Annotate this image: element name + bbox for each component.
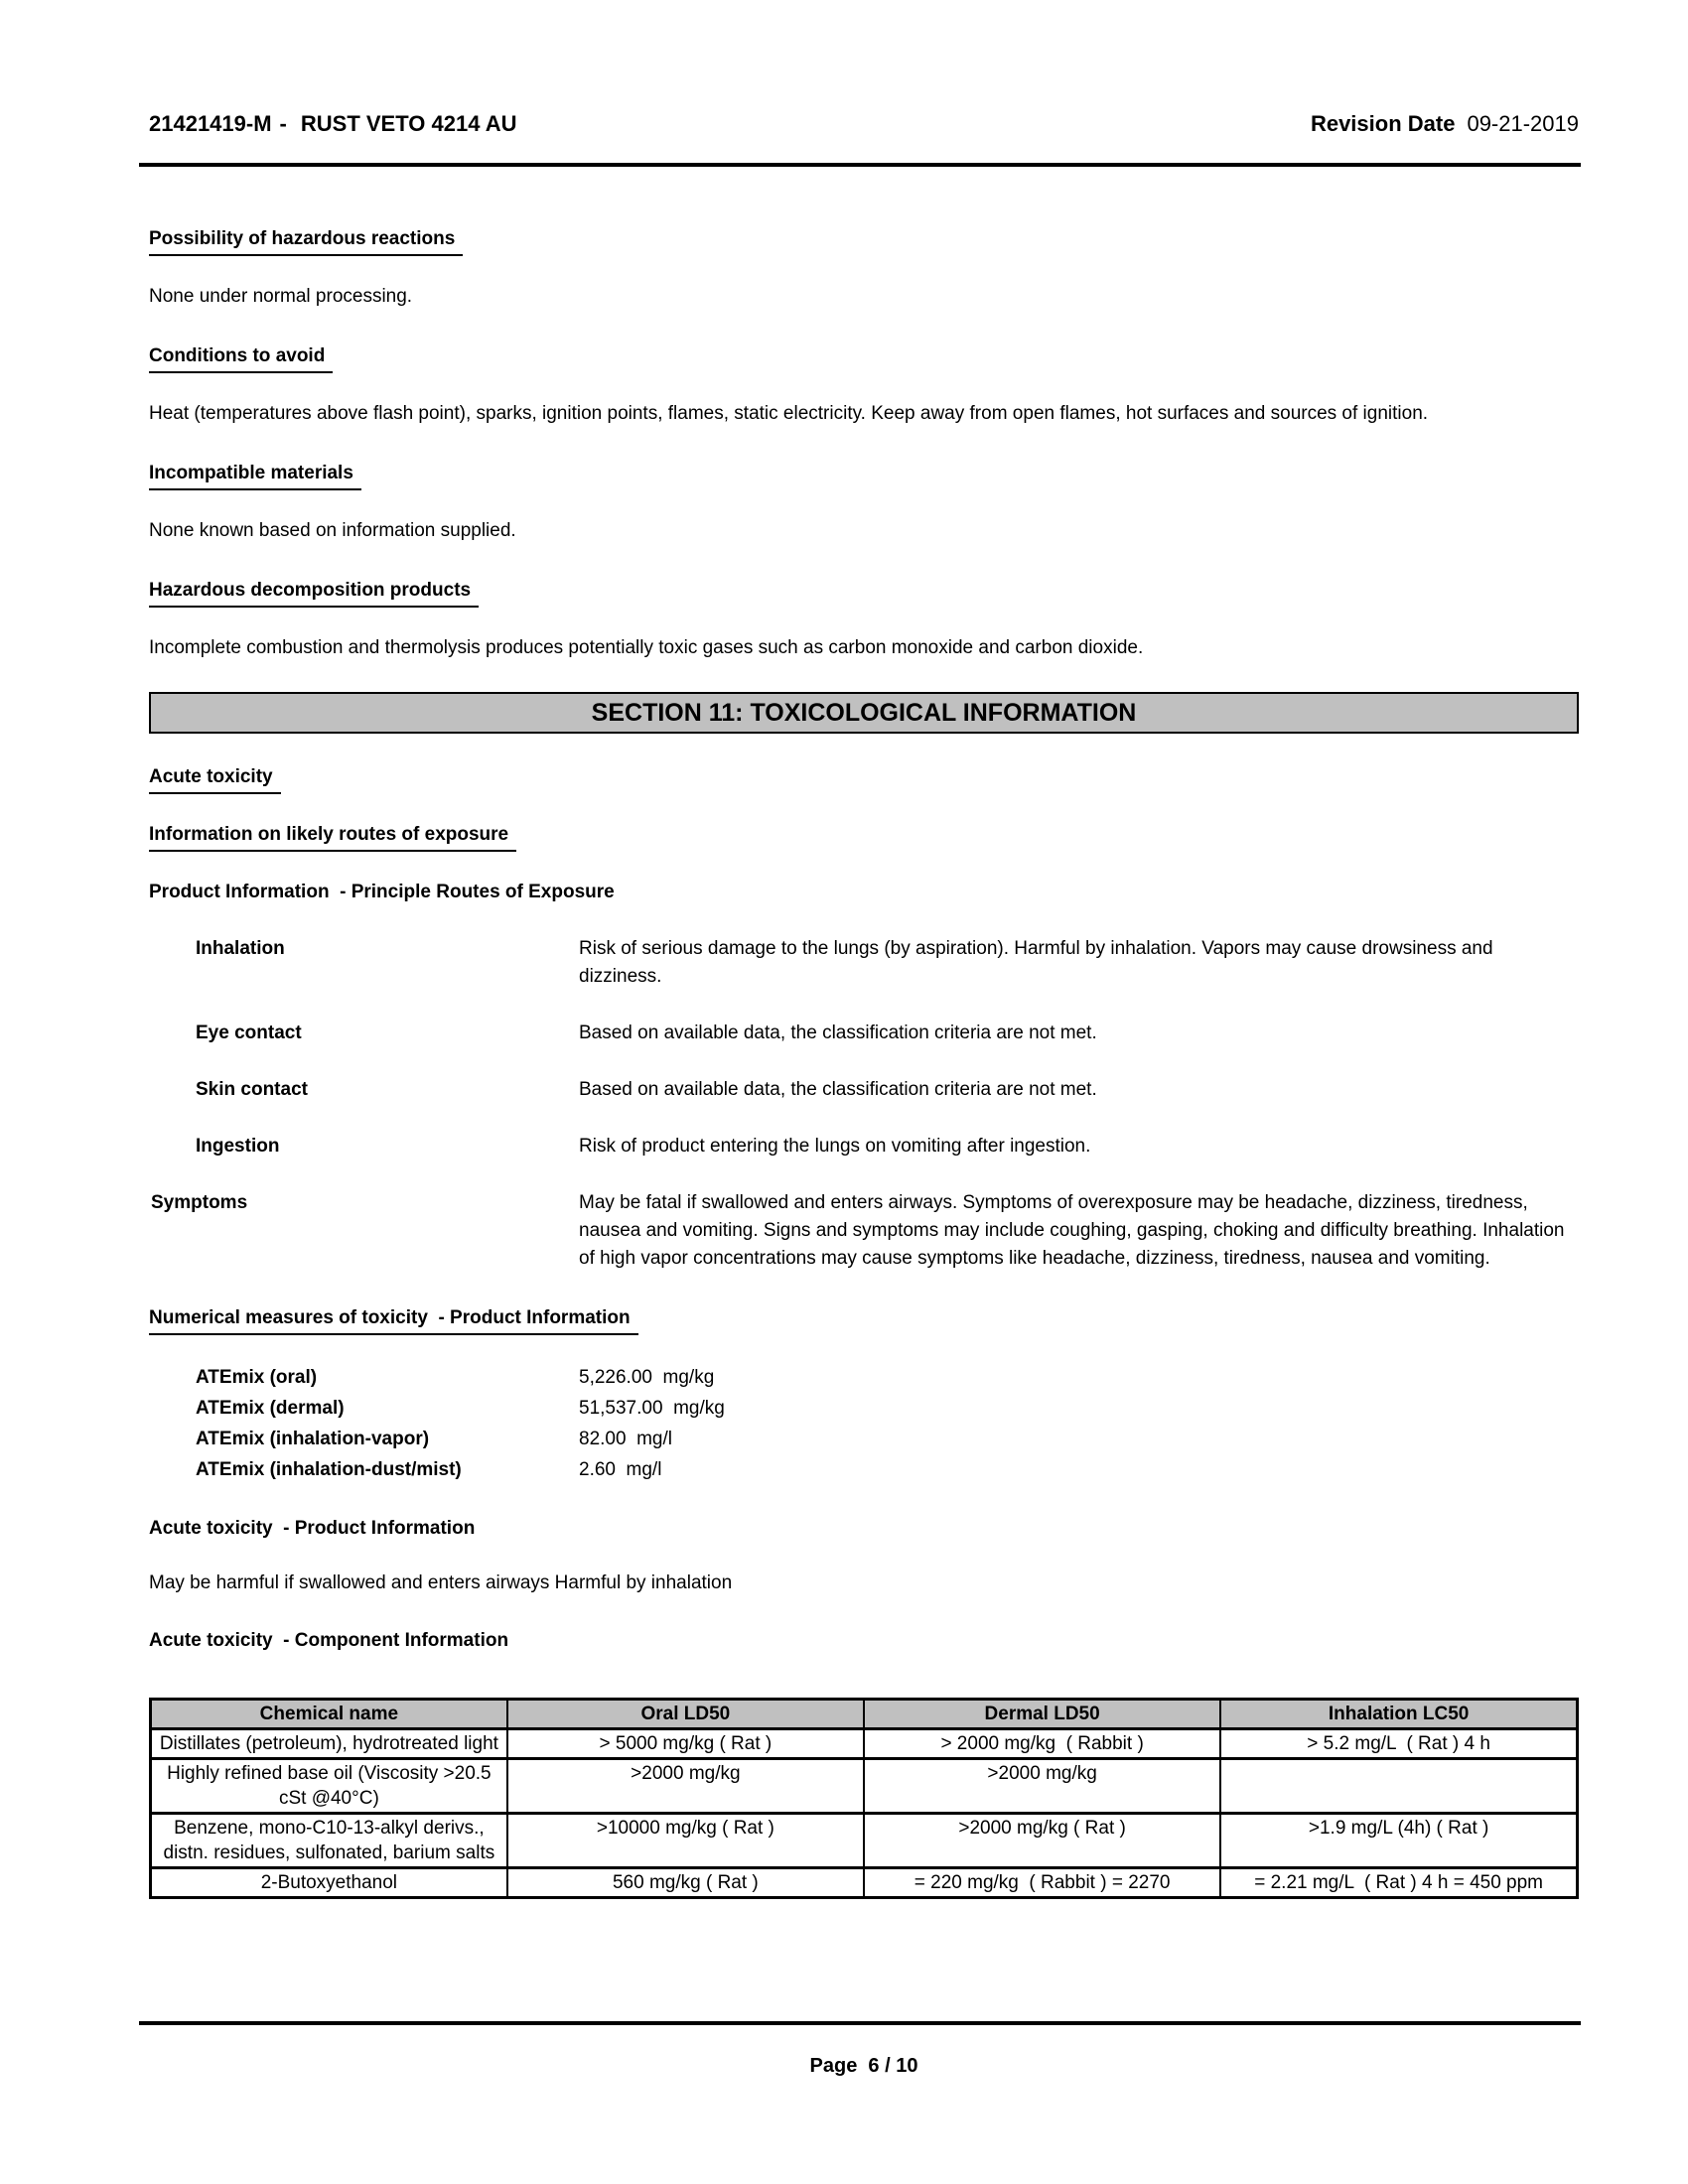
atemix-row-inhalation-dust-mist [149,1454,1579,1485]
page-number: Page 6 / 10 [809,2055,918,2077]
route-text: Based on available data, the classification criteria are not met. [579,1023,1097,1043]
product-name: RUST VETO 4214 AU [300,111,517,136]
col-header-oral-ld50: Oral LD50 [507,1700,864,1729]
text-hazardous-decomposition-products: Incomplete combustion and thermolysis produces potentially toxic gases such as carbon monoxide and carbon dioxide. [149,637,1144,658]
cell-dermal-ld50: = 220 mg/kg ( Rabbit ) = 2270 [864,1868,1220,1898]
cell-chemical-name: Benzene, mono-C10-13-alkyl derivs., distn. residues, sulfonated, barium salts [151,1814,507,1868]
symptoms-label: Symptoms [151,1192,248,1213]
atemix-row-inhalation-vapor [149,1424,1579,1454]
revision-value: 09-21-2019 [1467,111,1579,136]
heading-acute-toxicity-product: Acute toxicity - Product Information [149,1518,476,1539]
heading-numerical-measures: Numerical measures of toxicity - Product Information [149,1304,1579,1335]
cell-inhalation-lc50 [1220,1759,1577,1814]
table-header-row [151,1700,1578,1729]
atemix-label: ATEmix (oral) [196,1367,318,1388]
text-acute-toxicity-product: May be harmful if swallowed and enters airways Harmful by inhalation [149,1572,733,1593]
atemix-label: ATEmix (inhalation-vapor) [196,1429,430,1449]
cell-oral-ld50: >10000 mg/kg ( Rat ) [507,1814,864,1868]
atemix-label: ATEmix (dermal) [196,1398,345,1419]
cell-dermal-ld50: > 2000 mg/kg ( Rabbit ) [864,1729,1220,1759]
cell-oral-ld50: > 5000 mg/kg ( Rat ) [507,1729,864,1759]
route-text: Based on available data, the classification criteria are not met. [579,1079,1097,1100]
revision-label: Revision Date [1310,111,1456,136]
col-header-dermal-ld50: Dermal LD50 [864,1700,1220,1729]
text-conditions-to-avoid: Heat (temperatures above flash point), sparks, ignition points, flames, static electricity. Keep away from open flames, hot surfaces and sources of ignition. [149,403,1429,424]
heading-acute-toxicity: Acute toxicity [149,763,1579,794]
text-incompatible-materials: None known based on information supplied. [149,520,516,541]
cell-chemical-name: Highly refined base oil (Viscosity >20.5 cSt @40°C) [151,1759,507,1814]
footer-rule [139,2021,1581,2025]
cell-dermal-ld50: >2000 mg/kg ( Rat ) [864,1814,1220,1868]
cell-chemical-name: 2-Butoxyethanol [151,1868,507,1898]
heading-acute-toxicity-component: Acute toxicity - Component Information [149,1630,509,1651]
symptoms-row [149,1189,1579,1273]
heading-hazardous-decomposition-products: Hazardous decomposition products [149,577,1579,608]
col-header-chemical-name: Chemical name [151,1700,507,1729]
title-dash: - [279,111,287,136]
symptoms-text: May be fatal if swallowed and enters airways. Symptoms of overexposure may be headache, dizziness, tiredness, nausea and vomiting. Signs and symptoms may include coughing, gasping, choking and difficulty breathing. Inhalation of high vapor concentrations may cause symptoms like headache, dizziness, tiredness, nausea and vomiting. [579,1192,1570,1269]
route-row-skin-contact [149,1076,1579,1104]
route-label: Skin contact [196,1079,308,1100]
route-label: Ingestion [196,1136,280,1157]
route-label: Eye contact [196,1023,302,1043]
table-row [151,1814,1578,1868]
cell-chemical-name: Distillates (petroleum), hydrotreated light [151,1729,507,1759]
revision-date [1311,111,1579,137]
route-row-eye-contact [149,1020,1579,1047]
text-possibility-hazardous-reactions: None under normal processing. [149,286,413,307]
atemix-group [149,1362,1579,1485]
atemix-value: 51,537.00 mg/kg [579,1398,725,1419]
table-row [151,1759,1578,1814]
heading-possibility-hazardous-reactions: Possibility of hazardous reactions [149,225,1579,256]
document-title [149,111,517,137]
page-header [149,111,1579,137]
atemix-row-oral [149,1362,1579,1393]
heading-conditions-to-avoid: Conditions to avoid [149,342,1579,373]
atemix-value: 5,226.00 mg/kg [579,1367,715,1388]
component-toxicity-table [149,1698,1579,1899]
atemix-label: ATEmix (inhalation-dust/mist) [196,1459,462,1480]
cell-inhalation-lc50: > 5.2 mg/L ( Rat ) 4 h [1220,1729,1577,1759]
table-row [151,1729,1578,1759]
product-id: 21421419-M [149,111,272,136]
cell-oral-ld50: 560 mg/kg ( Rat ) [507,1868,864,1898]
route-text: Risk of serious damage to the lungs (by aspiration). Harmful by inhalation. Vapors may cause drowsiness and dizziness. [579,938,1498,987]
col-header-inhalation-lc50: Inhalation LC50 [1220,1700,1577,1729]
route-row-ingestion [149,1133,1579,1160]
cell-inhalation-lc50: >1.9 mg/L (4h) ( Rat ) [1220,1814,1577,1868]
route-text: Risk of product entering the lungs on vomiting after ingestion. [579,1136,1091,1157]
header-rule [139,163,1581,167]
section-11-title-bar [149,692,1579,734]
heading-routes-of-exposure: Information on likely routes of exposure [149,821,1579,852]
route-label: Inhalation [196,938,285,959]
cell-dermal-ld50: >2000 mg/kg [864,1759,1220,1814]
cell-oral-ld50: >2000 mg/kg [507,1759,864,1814]
atemix-value: 2.60 mg/l [579,1459,662,1480]
table-row [151,1868,1578,1898]
route-row-inhalation [149,935,1579,991]
section-11-title: SECTION 11: TOXICOLOGICAL INFORMATION [591,698,1137,727]
heading-incompatible-materials: Incompatible materials [149,460,1579,490]
heading-product-info-routes: Product Information - Principle Routes of Exposure [149,882,615,902]
atemix-value: 82.00 mg/l [579,1429,672,1449]
cell-inhalation-lc50: = 2.21 mg/L ( Rat ) 4 h = 450 ppm [1220,1868,1577,1898]
atemix-row-dermal [149,1393,1579,1424]
